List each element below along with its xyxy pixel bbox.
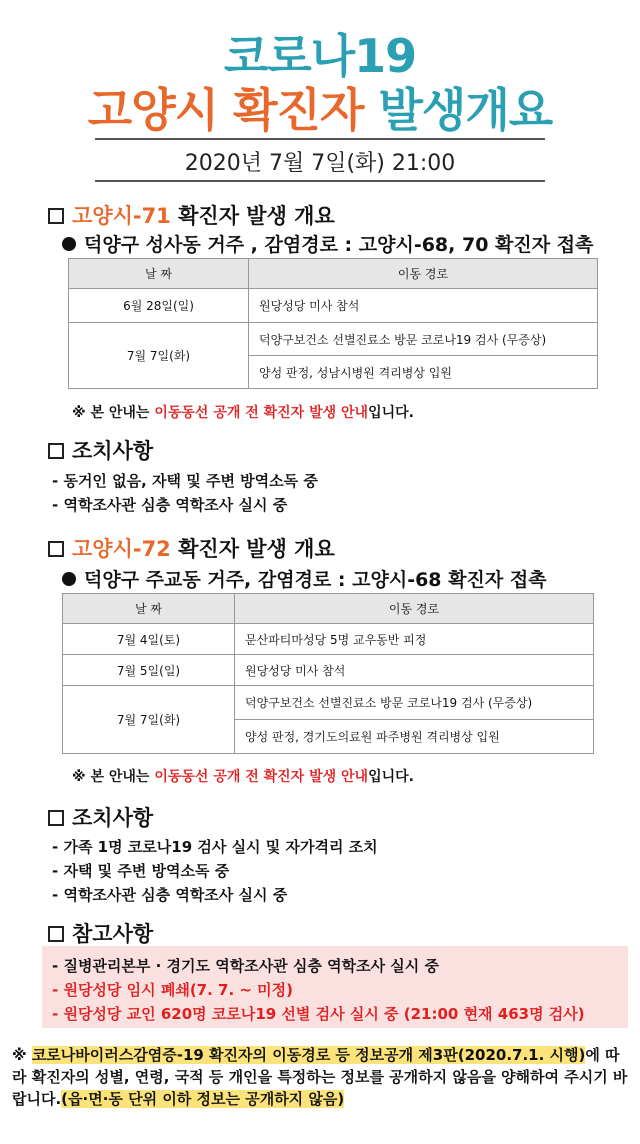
title-line1: 코로나19 — [223, 29, 417, 83]
footer-note — [12, 1044, 632, 1110]
notice-text-end: 입니다. — [368, 405, 414, 421]
footer-text: 에 따라 확진자의 성별, 연령, 국적 등 개인을 특정하는 정보를 공개하지 않음을 양해하여 주시기 바랍니다. — [12, 1046, 628, 1108]
action-title: 조치사항 — [72, 806, 154, 830]
case72-heading — [48, 533, 335, 563]
case71-subheading — [62, 230, 593, 257]
case71-action-2: - 역학조사관 심층 역학조사 실시 중 — [52, 496, 288, 514]
case72-action-3: - 역학조사관 심층 역학조사 실시 중 — [52, 886, 288, 904]
table-row — [63, 686, 594, 720]
reference-line-3: - 원당성당 교인 620명 코로나19 선별 검사 실시 중 (21:00 현재 463명 검사) — [52, 1005, 585, 1023]
col-route-header: 이동 경로 — [249, 259, 598, 289]
title-line2-a: 고양시 확진자 — [87, 83, 364, 137]
date-cell: 7월 7일(화) — [63, 686, 235, 754]
footer-highlight-1: 코로나바이러스감염증-19 확진자의 이동경로 등 정보공개 제3판(2020.7.1. 시행) — [31, 1046, 586, 1064]
reference-title: 참고사항 — [72, 922, 154, 946]
title-line2 — [0, 74, 640, 140]
case71-action-heading — [48, 435, 153, 465]
case71-heading — [48, 200, 335, 230]
route-cell: 원당성당 미사 참석 — [235, 655, 594, 686]
table-row — [69, 289, 598, 323]
case71-id: 고양시-71 — [72, 204, 171, 228]
checkbox-icon — [48, 443, 64, 459]
case72-route-table — [62, 593, 594, 754]
notice-highlight: 이동동선 공개 전 확진자 발생 안내 — [154, 405, 369, 421]
report-date: 2020년 7월 7일(화) 21:00 — [184, 151, 456, 176]
divider-bottom — [95, 180, 545, 182]
case72-heading-text: 확진자 발생 개요 — [178, 537, 335, 561]
route-cell: 양성 판정, 성남시병원 격리병상 입원 — [249, 356, 598, 389]
footer-prefix: ※ — [12, 1046, 32, 1064]
table-row — [63, 655, 594, 686]
notice-text: ※ 본 안내는 — [72, 769, 155, 785]
notice-highlight: 이동동선 공개 전 확진자 발생 안내 — [154, 769, 369, 785]
title-line2-b: 발생개요 — [378, 83, 553, 137]
footer-highlight-2: (읍·면·동 단위 이하 정보는 공개하지 않음) — [61, 1090, 345, 1108]
checkbox-icon — [48, 541, 64, 557]
route-cell: 덕양구보건소 선별진료소 방문 코로나19 검사 (무증상) — [249, 323, 598, 356]
case72-notice — [72, 766, 414, 786]
case71-action-1: - 동거인 없음, 자택 및 주변 방역소독 중 — [52, 472, 318, 490]
action-title: 조치사항 — [72, 439, 154, 463]
divider-top — [95, 138, 545, 140]
col-date-header: 날 짜 — [63, 594, 235, 624]
checkbox-icon — [48, 810, 64, 826]
reference-line-1: - 질병관리본부 · 경기도 역학조사관 심층 역학조사 실시 중 — [52, 957, 439, 975]
reference-heading — [48, 918, 153, 948]
case71-sub-text: 덕양구 성사동 거주 , 감염경로 : 고양시-68, 70 확진자 접촉 — [84, 234, 594, 256]
checkbox-icon — [48, 208, 64, 224]
case71-heading-text: 확진자 발생 개요 — [178, 204, 335, 228]
case72-action-2: - 자택 및 주변 방역소독 중 — [52, 862, 230, 880]
route-cell: 덕양구보건소 선별진료소 방문 코로나19 검사 (무증상) — [235, 686, 594, 720]
notice-text-end: 입니다. — [368, 769, 414, 785]
date-cell: 7월 5일(일) — [63, 655, 235, 686]
col-date-header: 날 짜 — [69, 259, 249, 289]
reference-line-2: - 원당성당 임시 폐쇄(7. 7. ~ 미정) — [52, 981, 294, 999]
case72-action-1: - 가족 1명 코로나19 검사 실시 및 자가격리 조치 — [52, 838, 378, 856]
case72-subheading — [62, 565, 547, 592]
route-cell: 원당성당 미사 참석 — [249, 289, 598, 323]
table-row — [63, 624, 594, 655]
route-cell: 양성 판정, 경기도의료원 파주병원 격리병상 입원 — [235, 720, 594, 754]
case72-sub-text: 덕양구 주교동 거주, 감염경로 : 고양시-68 확진자 접촉 — [84, 569, 547, 591]
case71-route-table — [68, 258, 598, 389]
notice-text: ※ 본 안내는 — [72, 405, 155, 421]
date-cell: 7월 7일(화) — [69, 323, 249, 389]
date-cell: 7월 4일(토) — [63, 624, 235, 655]
route-cell: 문산파티마성당 5명 교우동반 피정 — [235, 624, 594, 655]
bullet-dot-icon — [62, 237, 76, 251]
case71-notice — [72, 402, 414, 422]
table-row — [69, 323, 598, 356]
checkbox-icon — [48, 926, 64, 942]
date-cell: 6월 28일(일) — [69, 289, 249, 323]
bullet-dot-icon — [62, 572, 76, 586]
case72-action-heading — [48, 802, 153, 832]
case72-id: 고양시-72 — [72, 537, 171, 561]
col-route-header: 이동 경로 — [235, 594, 594, 624]
